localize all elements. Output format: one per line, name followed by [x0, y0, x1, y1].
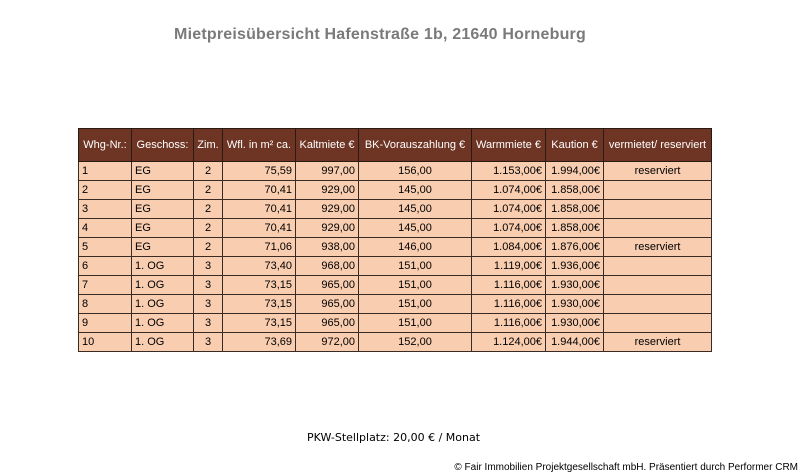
cell-warmmiete: 1.084,00€: [472, 238, 546, 257]
cell-zimmer: 2: [194, 200, 223, 219]
table-row: [79, 238, 712, 257]
rent-table: [78, 128, 712, 352]
cell-whg-nr: 10: [79, 333, 132, 352]
cell-bk-vorauszahlung: 145,00: [359, 200, 472, 219]
header-wohnflaeche: Wfl. in m² ca.: [223, 129, 296, 162]
cell-wohnflaeche: 73,40: [223, 257, 296, 276]
cell-kaution: 1.876,00€: [546, 238, 604, 257]
cell-kaution: 1.858,00€: [546, 219, 604, 238]
cell-wohnflaeche: 73,15: [223, 314, 296, 333]
cell-kaltmiete: 938,00: [296, 238, 359, 257]
cell-kaution: 1.944,00€: [546, 333, 604, 352]
cell-zimmer: 3: [194, 333, 223, 352]
cell-warmmiete: 1.116,00€: [472, 276, 546, 295]
cell-zimmer: 3: [194, 314, 223, 333]
cell-kaltmiete: 972,00: [296, 333, 359, 352]
cell-kaltmiete: 997,00: [296, 162, 359, 181]
cell-kaltmiete: 965,00: [296, 295, 359, 314]
cell-whg-nr: 2: [79, 181, 132, 200]
cell-kaltmiete: 929,00: [296, 181, 359, 200]
cell-bk-vorauszahlung: 151,00: [359, 276, 472, 295]
cell-wohnflaeche: 71,06: [223, 238, 296, 257]
cell-zimmer: 2: [194, 238, 223, 257]
table-row: [79, 314, 712, 333]
header-whg-nr: Whg-Nr.:: [79, 129, 132, 162]
parking-price: PKW-Stellplatz: 20,00 € / Monat: [307, 431, 481, 444]
cell-geschoss: EG: [132, 219, 194, 238]
cell-status: [604, 181, 712, 200]
cell-warmmiete: 1.074,00€: [472, 181, 546, 200]
cell-wohnflaeche: 70,41: [223, 200, 296, 219]
cell-whg-nr: 7: [79, 276, 132, 295]
cell-wohnflaeche: 73,15: [223, 295, 296, 314]
cell-kaltmiete: 965,00: [296, 276, 359, 295]
cell-warmmiete: 1.116,00€: [472, 295, 546, 314]
cell-wohnflaeche: 73,69: [223, 333, 296, 352]
cell-bk-vorauszahlung: 151,00: [359, 314, 472, 333]
cell-kaution: 1.858,00€: [546, 200, 604, 219]
cell-wohnflaeche: 73,15: [223, 276, 296, 295]
cell-geschoss: EG: [132, 162, 194, 181]
cell-kaltmiete: 929,00: [296, 219, 359, 238]
cell-zimmer: 3: [194, 295, 223, 314]
cell-status: [604, 295, 712, 314]
cell-status: reserviert: [604, 162, 712, 181]
cell-kaution: 1.930,00€: [546, 295, 604, 314]
cell-geschoss: 1. OG: [132, 257, 194, 276]
cell-status: [604, 200, 712, 219]
table-row: [79, 162, 712, 181]
table-row: [79, 257, 712, 276]
cell-kaltmiete: 968,00: [296, 257, 359, 276]
table-row: [79, 295, 712, 314]
cell-status: reserviert: [604, 333, 712, 352]
header-kaltmiete: Kaltmiete €: [296, 129, 359, 162]
cell-warmmiete: 1.119,00€: [472, 257, 546, 276]
header-bk-vorauszahlung: BK-Vorauszahlung €: [359, 129, 472, 162]
cell-kaution: 1.930,00€: [546, 314, 604, 333]
cell-status: [604, 314, 712, 333]
copyright-footer: © Fair Immobilien Projektgesellschaft mbH. Präsentiert durch Performer CRM: [454, 462, 798, 473]
cell-geschoss: EG: [132, 200, 194, 219]
cell-zimmer: 3: [194, 257, 223, 276]
cell-status: [604, 257, 712, 276]
cell-warmmiete: 1.074,00€: [472, 219, 546, 238]
table-row: [79, 276, 712, 295]
cell-wohnflaeche: 70,41: [223, 181, 296, 200]
cell-wohnflaeche: 70,41: [223, 219, 296, 238]
cell-wohnflaeche: 75,59: [223, 162, 296, 181]
cell-status: reserviert: [604, 238, 712, 257]
header-kaution: Kaution €: [546, 129, 604, 162]
table-row: [79, 200, 712, 219]
cell-geschoss: 1. OG: [132, 295, 194, 314]
cell-kaution: 1.936,00€: [546, 257, 604, 276]
cell-whg-nr: 4: [79, 219, 132, 238]
cell-whg-nr: 5: [79, 238, 132, 257]
cell-warmmiete: 1.074,00€: [472, 200, 546, 219]
cell-whg-nr: 8: [79, 295, 132, 314]
cell-zimmer: 2: [194, 162, 223, 181]
cell-geschoss: EG: [132, 181, 194, 200]
cell-bk-vorauszahlung: 145,00: [359, 219, 472, 238]
cell-whg-nr: 1: [79, 162, 132, 181]
cell-kaution: 1.858,00€: [546, 181, 604, 200]
cell-zimmer: 2: [194, 219, 223, 238]
cell-geschoss: EG: [132, 238, 194, 257]
table-row: [79, 181, 712, 200]
cell-bk-vorauszahlung: 146,00: [359, 238, 472, 257]
cell-bk-vorauszahlung: 156,00: [359, 162, 472, 181]
cell-status: [604, 276, 712, 295]
header-zimmer: Zim.: [194, 129, 223, 162]
header-geschoss: Geschoss:: [132, 129, 194, 162]
table-header-row: [79, 129, 712, 162]
cell-whg-nr: 9: [79, 314, 132, 333]
cell-bk-vorauszahlung: 152,00: [359, 333, 472, 352]
cell-warmmiete: 1.116,00€: [472, 314, 546, 333]
cell-status: [604, 219, 712, 238]
cell-warmmiete: 1.153,00€: [472, 162, 546, 181]
table-row: [79, 333, 712, 352]
cell-bk-vorauszahlung: 151,00: [359, 295, 472, 314]
cell-whg-nr: 3: [79, 200, 132, 219]
cell-bk-vorauszahlung: 151,00: [359, 257, 472, 276]
cell-kaltmiete: 965,00: [296, 314, 359, 333]
page-title: Mietpreisübersicht Hafenstraße 1b, 21640 Horneburg: [174, 26, 586, 43]
cell-kaltmiete: 929,00: [296, 200, 359, 219]
header-status: vermietet/ reserviert: [604, 129, 712, 162]
cell-geschoss: 1. OG: [132, 276, 194, 295]
cell-warmmiete: 1.124,00€: [472, 333, 546, 352]
cell-kaution: 1.994,00€: [546, 162, 604, 181]
cell-whg-nr: 6: [79, 257, 132, 276]
cell-geschoss: 1. OG: [132, 314, 194, 333]
cell-kaution: 1.930,00€: [546, 276, 604, 295]
header-warmmiete: Warmmiete €: [472, 129, 546, 162]
cell-zimmer: 3: [194, 276, 223, 295]
table-row: [79, 219, 712, 238]
cell-zimmer: 2: [194, 181, 223, 200]
cell-geschoss: 1. OG: [132, 333, 194, 352]
cell-bk-vorauszahlung: 145,00: [359, 181, 472, 200]
